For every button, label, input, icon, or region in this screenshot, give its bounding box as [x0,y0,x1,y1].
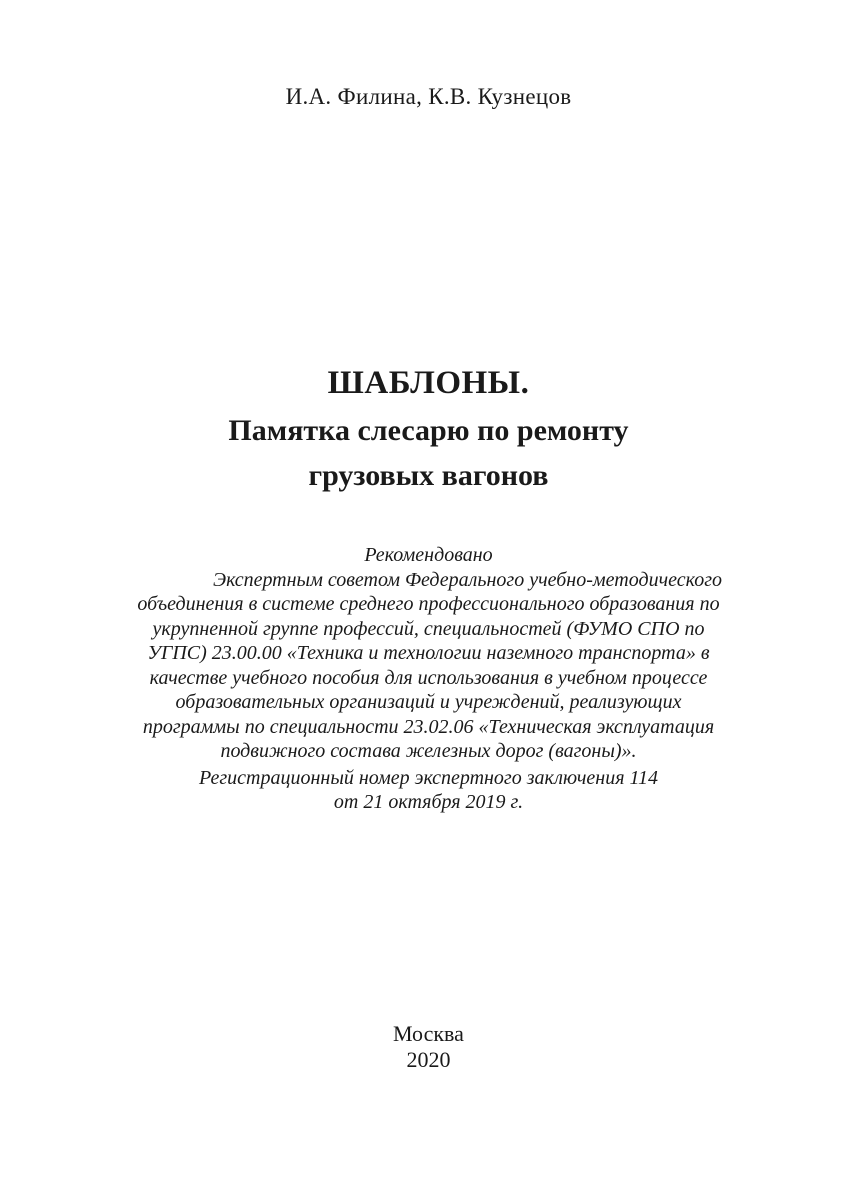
imprint [0,1021,857,1073]
recommendation-line: программы по специальности 23.02.06 «Техническая эксплуатация [142,715,715,738]
registration-date: от 21 октября 2019 г. [333,791,524,813]
title-main: ШАБЛОНЫ. [327,365,530,401]
imprint-city: Москва [393,1021,464,1046]
authors: И.А. Филина, К.В. Кузнецов [285,84,572,109]
recommendation-heading: Рекомендовано [364,544,493,566]
recommendation-line: качестве учебного пособия для использования в учебном процессе [149,666,708,689]
recommendation-line: Экспертным советом Федерального учебно-методического [213,568,722,591]
recommendation-block [80,543,777,815]
recommendation-line: объединения в системе среднего профессионального образования по [137,593,720,615]
registration-number: Регистрационный номер экспертного заключения 114 [198,766,659,789]
recommendation-line: подвижного состава железных дорог (вагоны)». [220,740,637,762]
title-subtitle-line-1: Памятка слесарю по ремонту [228,414,629,447]
title-subtitle-line-2: грузовых вагонов [308,459,549,492]
recommendation-line: образовательных организаций и учреждений, реализующих [175,691,682,713]
book-title [0,358,857,498]
recommendation-line: укрупненной группе профессий, специальностей (ФУМО СПО по [152,617,705,640]
imprint-year: 2020 [406,1047,451,1072]
recommendation-line: УГПС) 23.00.00 «Техника и технологии наземного транспорта» в [147,642,710,664]
